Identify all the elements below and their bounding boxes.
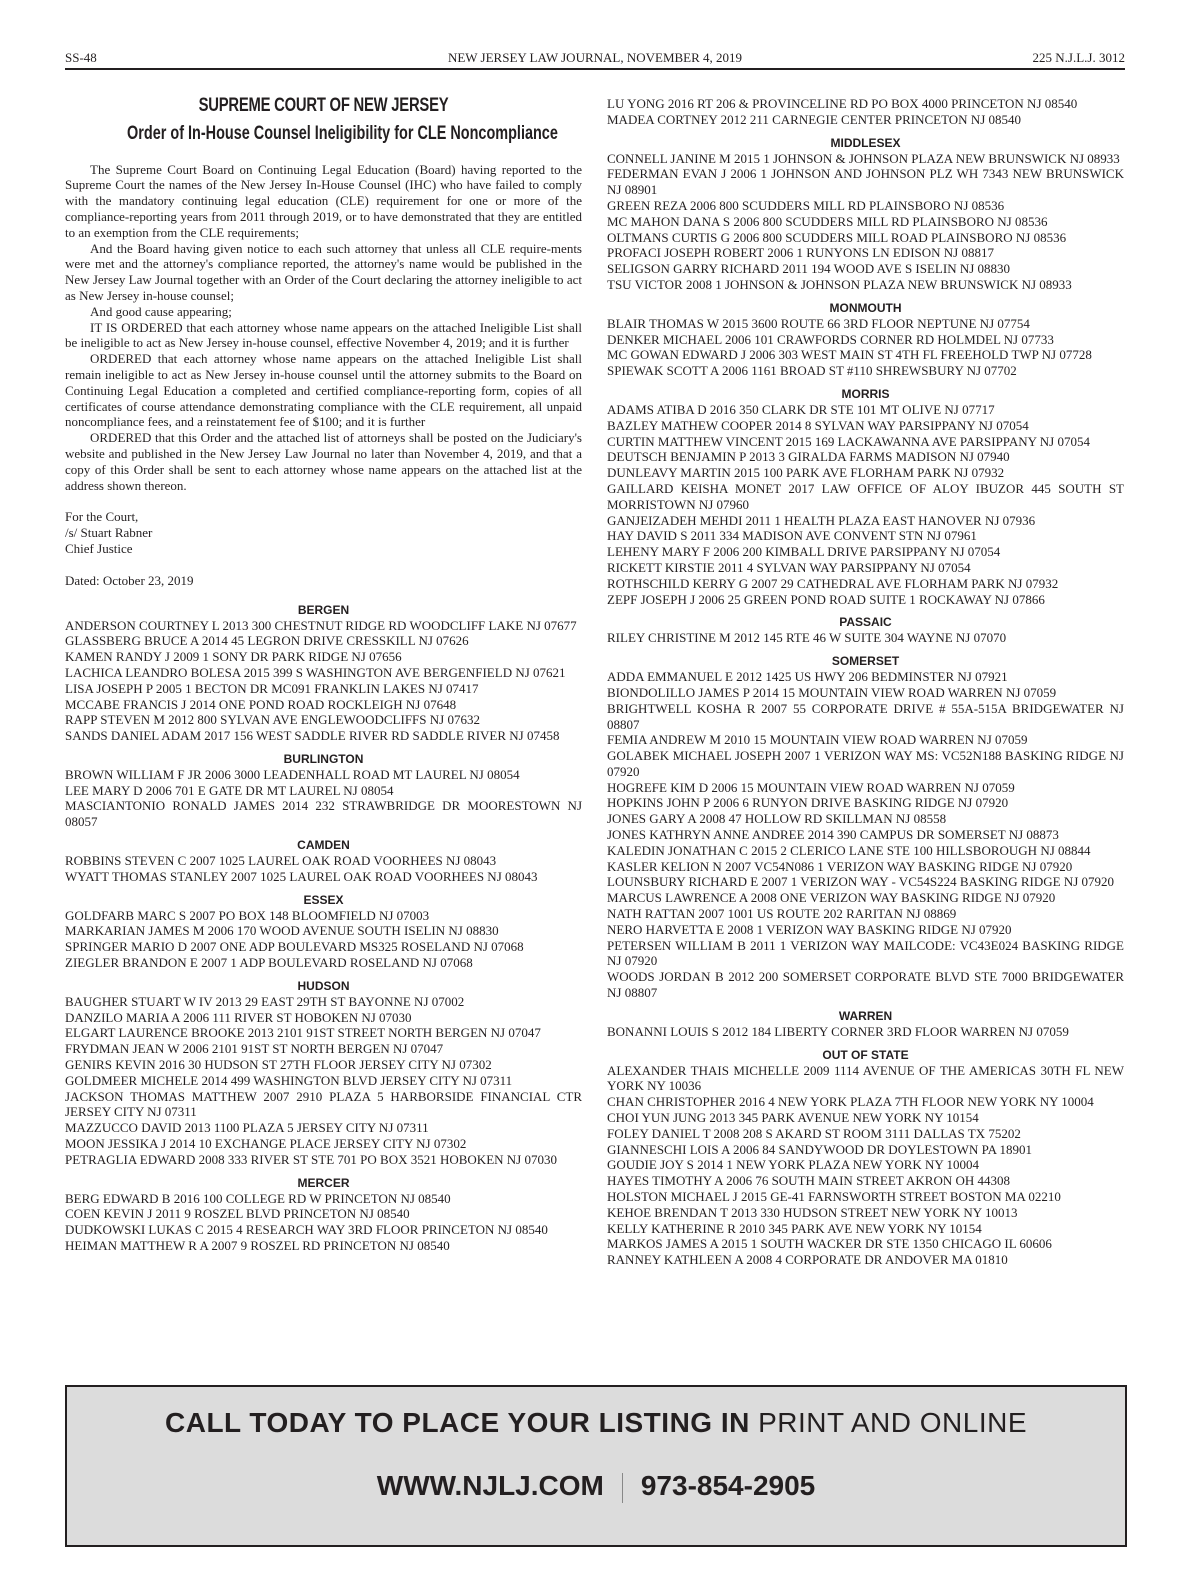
attorney-entry: ADAMS ATIBA D 2016 350 CLARK DR STE 101 MT OLIVE NJ 07717 <box>607 401 995 417</box>
order-body <box>65 162 582 494</box>
mercer-continued <box>607 96 1124 128</box>
order-paragraph: The Supreme Court Board on Continuing Legal Education (Board) having reported to the Supreme Court the names of the New Jersey In-House Counsel (IHC) who have failed to comply with the mandatory continuing legal education (CLE) requirement for one or more of the compliance-reporting years from 2011 through 2019, or to have demonstrated that they are entitled to an exemption from the CLE requirements; <box>65 161 582 240</box>
attorney-entry: MARKOS JAMES A 2015 1 SOUTH WACKER DR STE 1350 CHICAGO IL 60606 <box>607 1236 1052 1252</box>
order-title: Order of In-House Counsel Ineligibility for CLE Noncompliance <box>127 122 558 144</box>
attorney-entry: LACHICA LEANDRO BOLESA 2015 399 S WASHINGTON AVE BERGENFIELD NJ 07621 <box>65 664 566 680</box>
attorney-entry: BAZLEY MATHEW COOPER 2014 8 SYLVAN WAY PARSIPPANY NJ 07054 <box>607 417 1029 433</box>
attorney-entry: SPIEWAK SCOTT A 2006 1161 BROAD ST #110 SHREWSBURY NJ 07702 <box>607 363 1017 379</box>
attorney-entry: GAILLARD KEISHA MONET 2017 LAW OFFICE OF ALOY IBUZOR 445 SOUTH ST MORRISTOWN NJ 07960 <box>607 480 1124 512</box>
attorney-entry: CHOI YUN JUNG 2013 345 PARK AVENUE NEW YORK NY 10154 <box>607 1110 979 1126</box>
order-paragraph: And the Board having given notice to each such attorney that unless all CLE require-ments were met and the attorney's compliance reported, the attorney's name would be published in the New Jersey Law Journal together with an Order of the Court declaring the attorney ineligible to act as New Jersey in-house counsel; <box>65 240 582 303</box>
attorney-entry: SPRINGER MARIO D 2007 ONE ADP BOULEVARD MS325 ROSELAND NJ 07068 <box>65 939 524 955</box>
attorney-entry: JACKSON THOMAS MATTHEW 2007 2910 PLAZA 5 HARBORSIDE FINANCIAL CTR JERSEY CITY NJ 07311 <box>65 1088 582 1120</box>
attorney-entry: MOON JESSIKA J 2014 10 EXCHANGE PLACE JERSEY CITY NJ 07302 <box>65 1136 467 1152</box>
county-heading: MIDDLESEX <box>830 135 901 150</box>
attorney-entry: DUDKOWSKI LUKAS C 2015 4 RESEARCH WAY 3RD FLOOR PRINCETON NJ 08540 <box>65 1222 548 1238</box>
attorney-entry: RICKETT KIRSTIE 2011 4 SYLVAN WAY PARSIPPANY NJ 07054 <box>607 559 971 575</box>
attorney-entry: DEUTSCH BENJAMIN P 2013 3 GIRALDA FARMS MADISON NJ 07940 <box>607 449 1010 465</box>
attorney-entry: BIONDOLILLO JAMES P 2014 15 MOUNTAIN VIEW ROAD WARREN NJ 07059 <box>607 684 1057 700</box>
attorney-entry: LISA JOSEPH P 2005 1 BECTON DR MC091 FRANKLIN LAKES NJ 07417 <box>65 680 479 696</box>
attorney-entry: HEIMAN MATTHEW R A 2007 9 ROSZEL RD PRINCETON NJ 08540 <box>65 1238 450 1254</box>
attorney-entry: GOLDMEER MICHELE 2014 499 WASHINGTON BLVD JERSEY CITY NJ 07311 <box>65 1072 513 1088</box>
order-paragraph: And good cause appearing; <box>90 303 232 319</box>
attorney-entry: MARKARIAN JAMES M 2006 170 WOOD AVENUE SOUTH ISELIN NJ 08830 <box>65 923 499 939</box>
attorney-entry: CURTIN MATTHEW VINCENT 2015 169 LACKAWANNA AVE PARSIPPANY NJ 07054 <box>607 433 1090 449</box>
attorney-entry: GOUDIE JOY S 2014 1 NEW YORK PLAZA NEW YORK NY 10004 <box>607 1157 980 1173</box>
attorney-entry: DENKER MICHAEL 2006 101 CRAWFORDS CORNER RD HOLMDEL NJ 07733 <box>607 331 1054 347</box>
ad-headline <box>67 1407 1125 1439</box>
advertisement-box <box>65 1385 1127 1547</box>
attorney-entry: LOUNSBURY RICHARD E 2007 1 VERIZON WAY - VC54S224 BASKING RIDGE NJ 07920 <box>607 874 1115 890</box>
attorney-entry: GIANNESCHI LOIS A 2006 84 SANDYWOOD DR DOYLESTOWN PA 18901 <box>607 1141 1033 1157</box>
county-heading: OUT OF STATE <box>822 1047 909 1062</box>
attorney-entry: LU YONG 2016 RT 206 & PROVINCELINE RD PO BOX 4000 PRINCETON NJ 08540 <box>607 96 1078 111</box>
county-heading: CAMDEN <box>297 838 350 853</box>
attorney-entry: HOPKINS JOHN P 2006 6 RUNYON DRIVE BASKING RIDGE NJ 07920 <box>607 795 1009 811</box>
attorney-entry: DANZILO MARIA A 2006 111 RIVER ST HOBOKEN NJ 07030 <box>65 1009 412 1025</box>
attorney-entry: PROFACI JOSEPH ROBERT 2006 1 RUNYONS LN EDISON NJ 08817 <box>607 245 994 261</box>
order-paragraph: ORDERED that this Order and the attached list of attorneys shall be posted on the Judiciary's website and published in the New Jersey Law Journal no later than November 4, 2019, and that a copy of this Order shall be sent to each attorney whose name appears on the attached list at the address shown thereon. <box>65 430 582 493</box>
ad-website: WWW.NJLJ.COM <box>376 1470 604 1501</box>
county-heading: MORRIS <box>841 386 890 401</box>
left-column <box>65 92 582 1254</box>
header-rule <box>65 68 1125 70</box>
attorney-entry: GLASSBERG BRUCE A 2014 45 LEGRON DRIVE CRESSKILL NJ 07626 <box>65 633 469 649</box>
attorney-entry: MADEA CORTNEY 2012 211 CARNEGIE CENTER PRINCETON NJ 08540 <box>607 111 1022 127</box>
signature-line: /s/ Stuart Rabner <box>65 525 153 541</box>
attorney-entry: GREEN REZA 2006 800 SCUDDERS MILL RD PLAINSBORO NJ 08536 <box>607 197 1005 213</box>
dated-line: Dated: October 23, 2019 <box>65 572 194 588</box>
county-heading: HUDSON <box>297 978 350 993</box>
attorney-entry: KAMEN RANDY J 2009 1 SONY DR PARK RIDGE NJ 07656 <box>65 649 402 665</box>
attorney-entry: OLTMANS CURTIS G 2006 800 SCUDDERS MILL ROAD PLAINSBORO NJ 08536 <box>607 229 1067 245</box>
ad-contact <box>67 1470 1125 1503</box>
attorney-entry: MASCIANTONIO RONALD JAMES 2014 232 STRAWBRIDGE DR MOORESTOWN NJ 08057 <box>65 798 582 830</box>
attorney-entry: LEE MARY D 2006 701 E GATE DR MT LAUREL NJ 08054 <box>65 782 394 798</box>
attorney-entry: FEDERMAN EVAN J 2006 1 JOHNSON AND JOHNSON PLZ WH 7343 NEW BRUNSWICK NJ 08901 <box>607 166 1124 198</box>
county-heading: SOMERSET <box>831 654 900 669</box>
attorney-entry: BAUGHER STUART W IV 2013 29 EAST 29TH ST BAYONNE NJ 07002 <box>65 993 465 1009</box>
attorney-entry: ALEXANDER THAIS MICHELLE 2009 1114 AVENUE OF THE AMERICAS 30TH FL NEW YORK NY 10036 <box>607 1062 1124 1094</box>
attorney-entry: KEHOE BRENDAN T 2013 330 HUDSON STREET NEW YORK NY 10013 <box>607 1204 1018 1220</box>
attorney-entry: ANDERSON COURTNEY L 2013 300 CHESTNUT RIDGE RD WOODCLIFF LAKE NJ 07677 <box>65 617 577 633</box>
attorney-entry: ADDA EMMANUEL E 2012 1425 US HWY 206 BEDMINSTER NJ 07921 <box>607 669 1008 685</box>
signature-block <box>65 509 582 556</box>
attorney-entry: MAZZUCCO DAVID 2013 1100 PLAZA 5 JERSEY CITY NJ 07311 <box>65 1120 429 1136</box>
county-heading: BERGEN <box>297 602 350 617</box>
attorney-entry: HAYES TIMOTHY A 2006 76 SOUTH MAIN STREET AKRON OH 44308 <box>607 1173 1011 1189</box>
attorney-entry: NATH RATTAN 2007 1001 US ROUTE 202 RARITAN NJ 08869 <box>607 906 957 922</box>
page-number: SS-48 <box>65 50 97 65</box>
attorney-entry: HOGREFE KIM D 2006 15 MOUNTAIN VIEW ROAD WARREN NJ 07059 <box>607 779 1015 795</box>
attorney-entry: FEMIA ANDREW M 2010 15 MOUNTAIN VIEW ROAD WARREN NJ 07059 <box>607 732 1028 748</box>
attorney-entry: GENIRS KEVIN 2016 30 HUDSON ST 27TH FLOOR JERSEY CITY NJ 07302 <box>65 1057 492 1073</box>
attorney-entry: RILEY CHRISTINE M 2012 145 RTE 46 W SUITE 304 WAYNE NJ 07070 <box>607 630 1007 646</box>
attorney-entry: MC MAHON DANA S 2006 800 SCUDDERS MILL RD PLAINSBORO NJ 08536 <box>607 213 1048 229</box>
signature-line: Chief Justice <box>65 540 133 556</box>
attorney-entry: ELGART LAURENCE BROOKE 2013 2101 91ST STREET NORTH BERGEN NJ 07047 <box>65 1025 541 1041</box>
attorney-entry: MARCUS LAWRENCE A 2008 ONE VERIZON WAY BASKING RIDGE NJ 07920 <box>607 890 1056 906</box>
attorney-entry: RAPP STEVEN M 2012 800 SYLVAN AVE ENGLEWOODCLIFFS NJ 07632 <box>65 712 480 728</box>
attorney-entry: CHAN CHRISTOPHER 2016 4 NEW YORK PLAZA 7TH FLOOR NEW YORK NY 10004 <box>607 1094 1094 1110</box>
attorney-entry: ZEPF JOSEPH J 2006 25 GREEN POND ROAD SUITE 1 ROCKAWAY NJ 07866 <box>607 591 1045 607</box>
attorney-entry: HAY DAVID S 2011 334 MADISON AVE CONVENT STN NJ 07961 <box>607 528 977 544</box>
county-heading: PASSAIC <box>839 615 892 630</box>
attorney-entry: JONES GARY A 2008 47 HOLLOW RD SKILLMAN NJ 08558 <box>607 811 947 827</box>
signature-line: For the Court, <box>65 509 139 525</box>
attorney-entry: KASLER KELION N 2007 VC54N086 1 VERIZON WAY BASKING RIDGE NJ 07920 <box>607 858 1073 874</box>
attorney-entry: FOLEY DANIEL T 2008 208 S AKARD ST ROOM 3111 DALLAS TX 75202 <box>607 1125 1021 1141</box>
attorney-entry: GOLDFARB MARC S 2007 PO BOX 148 BLOOMFIELD NJ 07003 <box>65 907 430 923</box>
county-heading: MONMOUTH <box>829 300 902 315</box>
order-paragraph: IT IS ORDERED that each attorney whose name appears on the attached Ineligible List shall be ineligible to act as New Jersey in-house counsel, effective November 4, 2019; and it is further <box>65 319 582 351</box>
publication-line: NEW JERSEY LAW JOURNAL, NOVEMBER 4, 2019 <box>447 50 743 65</box>
attorney-entry: KALEDIN JONATHAN C 2015 2 CLERICO LANE STE 100 HILLSBOROUGH NJ 08844 <box>607 842 1091 858</box>
ineligible-list-right <box>607 136 1124 1268</box>
court-title: SUPREME COURT OF NEW JERSEY <box>198 95 449 116</box>
attorney-entry: NERO HARVETTA E 2008 1 VERIZON WAY BASKING RIDGE NJ 07920 <box>607 921 1012 937</box>
attorney-entry: MC GOWAN EDWARD J 2006 303 WEST MAIN ST 4TH FL FREEHOLD TWP NJ 07728 <box>607 347 1092 363</box>
right-column <box>607 96 1124 1268</box>
attorney-entry: LEHENY MARY F 2006 200 KIMBALL DRIVE PARSIPPANY NJ 07054 <box>607 544 1001 560</box>
ineligible-list-left <box>65 603 582 1254</box>
attorney-entry: BERG EDWARD B 2016 100 COLLEGE RD W PRINCETON NJ 08540 <box>65 1190 451 1206</box>
attorney-entry: COEN KEVIN J 2011 9 ROSZEL BLVD PRINCETON NJ 08540 <box>65 1206 410 1222</box>
attorney-entry: MCCABE FRANCIS J 2014 ONE POND ROAD ROCKLEIGH NJ 07648 <box>65 696 457 712</box>
county-heading: WARREN <box>838 1008 893 1023</box>
ad-separator <box>622 1473 623 1503</box>
county-heading: BURLINGTON <box>283 751 364 766</box>
attorney-entry: KELLY KATHERINE R 2010 345 PARK AVE NEW YORK NY 10154 <box>607 1220 982 1236</box>
attorney-entry: PETRAGLIA EDWARD 2008 333 RIVER ST STE 701 PO BOX 3521 HOBOKEN NJ 07030 <box>65 1151 557 1167</box>
county-heading: ESSEX <box>303 892 344 907</box>
ad-phone: 973-854-2905 <box>640 1470 816 1501</box>
attorney-entry: BONANNI LOUIS S 2012 184 LIBERTY CORNER 3RD FLOOR WARREN NJ 07059 <box>607 1023 1069 1039</box>
attorney-entry: HOLSTON MICHAEL J 2015 GE-41 FARNSWORTH STREET BOSTON MA 02210 <box>607 1189 1061 1205</box>
attorney-entry: GANJEIZADEH MEHDI 2011 1 HEALTH PLAZA EAST HANOVER NJ 07936 <box>607 512 1036 528</box>
attorney-entry: RANNEY KATHLEEN A 2008 4 CORPORATE DR ANDOVER MA 01810 <box>607 1252 1008 1268</box>
attorney-entry: SELIGSON GARRY RICHARD 2011 194 WOOD AVE S ISELIN NJ 08830 <box>607 261 1011 277</box>
attorney-entry: GOLABEK MICHAEL JOSEPH 2007 1 VERIZON WAY MS: VC52N188 BASKING RIDGE NJ 07920 <box>607 748 1124 779</box>
attorney-entry: BROWN WILLIAM F JR 2006 3000 LEADENHALL ROAD MT LAUREL NJ 08054 <box>65 766 520 782</box>
attorney-entry: BLAIR THOMAS W 2015 3600 ROUTE 66 3RD FLOOR NEPTUNE NJ 07754 <box>607 315 1030 331</box>
attorney-entry: CONNELL JANINE M 2015 1 JOHNSON & JOHNSON PLAZA NEW BRUNSWICK NJ 08933 <box>607 150 1120 166</box>
attorney-entry: SANDS DANIEL ADAM 2017 156 WEST SADDLE RIVER RD SADDLE RIVER NJ 07458 <box>65 728 560 744</box>
attorney-entry: PETERSEN WILLIAM B 2011 1 VERIZON WAY MAILCODE: VC43E024 BASKING RIDGE NJ 07920 <box>607 937 1124 969</box>
attorney-entry: WOODS JORDAN B 2012 200 SOMERSET CORPORATE BLVD STE 7000 BRIDGEWATER NJ 08807 <box>607 969 1124 1001</box>
attorney-entry: FRYDMAN JEAN W 2006 2101 91ST ST NORTH BERGEN NJ 07047 <box>65 1041 444 1057</box>
attorney-entry: JONES KATHRYN ANNE ANDREE 2014 390 CAMPUS DR SOMERSET NJ 08873 <box>607 827 1059 843</box>
attorney-entry: DUNLEAVY MARTIN 2015 100 PARK AVE FLORHAM PARK NJ 07932 <box>607 465 1005 481</box>
county-heading: MERCER <box>297 1175 350 1190</box>
attorney-entry: WYATT THOMAS STANLEY 2007 1025 LAUREL OAK ROAD VOORHEES NJ 08043 <box>65 868 538 884</box>
attorney-entry: ZIEGLER BRANDON E 2007 1 ADP BOULEVARD ROSELAND NJ 07068 <box>65 955 473 971</box>
ad-headline-bold: CALL TODAY TO PLACE YOUR LISTING IN <box>165 1407 750 1438</box>
attorney-entry: BRIGHTWELL KOSHA R 2007 55 CORPORATE DRIVE # 55A-515A BRIDGEWATER NJ 08807 <box>607 700 1124 732</box>
attorney-entry: TSU VICTOR 2008 1 JOHNSON & JOHNSON PLAZA NEW BRUNSWICK NJ 08933 <box>607 276 1072 292</box>
citation: 225 N.J.L.J. 3012 <box>1032 50 1125 65</box>
attorney-entry: ROTHSCHILD KERRY G 2007 29 CATHEDRAL AVE FLORHAM PARK NJ 07932 <box>607 575 1059 591</box>
attorney-entry: ROBBINS STEVEN C 2007 1025 LAUREL OAK ROAD VOORHEES NJ 08043 <box>65 853 497 869</box>
order-paragraph: ORDERED that each attorney whose name appears on the attached Ineligible List shall remain ineligible to act as New Jersey in-house counsel until the attorney submits to the Board on Continuing Legal Education a completed and certified compliance-reporting form, copies of all certificates of course attendance demonstrating compliance with the CLE requirement, all unpaid noncompliance fees, and a reinstatement fee of $100; and it is further <box>65 351 582 430</box>
ad-headline-thin: PRINT AND ONLINE <box>758 1407 1027 1438</box>
running-header <box>65 50 1125 70</box>
